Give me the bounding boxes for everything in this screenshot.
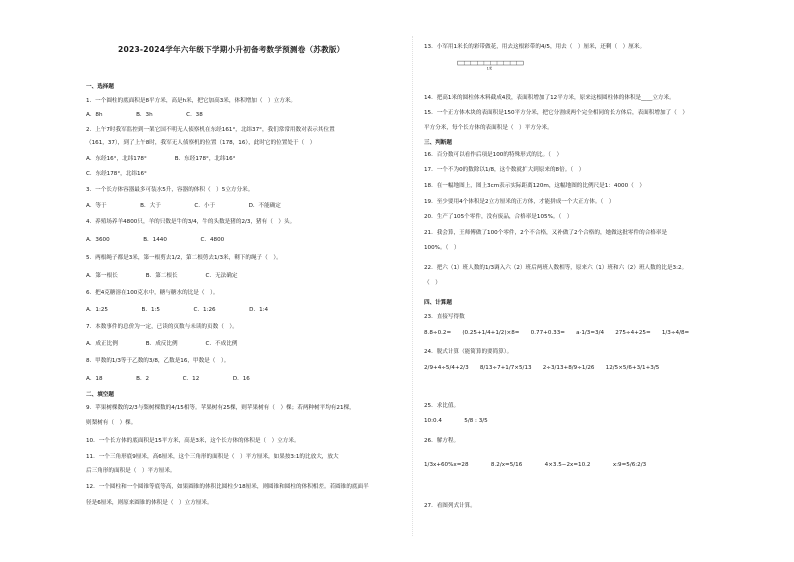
question-line: 15．一个正方体木块的表面积是150平方分米，把它分割成两个完全相同的长方体后，表面积增加了（ ） — [424, 110, 688, 116]
section-heading: 二、填空题 — [86, 392, 114, 398]
question-line: A．8h B．3h C．38 — [86, 112, 203, 118]
question-line: 20．生产了105个零件，没有废品，合格率是105%。（ ） — [424, 214, 573, 220]
question-line: 10:0.4 5/8 : 3/5 — [424, 418, 488, 424]
question-line: 2/9+4÷5/4+2/3 8/13÷7+1/7×5/13 2÷3/13+8/9÷1/26 12/5×5/6+3/1+3/5 — [424, 365, 660, 371]
question-line: 17．一个不为0的数除以1/8，这个数就扩大到原来的8倍。（ ） — [424, 167, 585, 173]
ribbon-ruler — [430, 60, 552, 70]
question-line: 7．本数事件的总价为一定，已读的页数与未读的页数（ ）。 — [86, 324, 238, 330]
question-line: 8.8÷0.2= (0.25+1/4+1/2)×8= 0.77+0.33= a·1/3=3/4 275÷4+25= 1/3÷4/8= — [424, 330, 690, 336]
question-line: 24．脱式计算（能简算的要简算）。 — [424, 349, 513, 355]
question-line: 2．上午7时我军监控到一架它国不明无人侦察机在东经161°，北纬37°，我们常常用数对表示其位置 — [86, 127, 335, 133]
question-line: 3．一个长方体容器最多可装水5升，容器的体积（ ）5立方分米。 — [86, 187, 254, 193]
question-line: A．成正比例 B．成反比例 C．不成比例 — [86, 341, 238, 347]
page-title: 2023-2024学年六年级下学期小升初备考数学预测卷（苏教版） — [118, 45, 345, 54]
section-heading: 三、判断题 — [424, 140, 452, 146]
question-line: 18．在一幅地图上，图上3cm表示实际距离120m，这幅地图的比例尺是1：4000（ ） — [424, 183, 645, 189]
question-line: 19．至少要用4个体积是2立方厘米的正方体，才能拼成一个大正方体。（ ） — [424, 199, 615, 205]
question-line: 12．一个圆柱和一个圆锥等底等高，如果圆锥的体积比圆柱少18厘米，则圆锥和圆柱的体积相差。若圆锥的底面半 — [86, 484, 369, 490]
ruler-label: 1米 — [486, 66, 493, 70]
question-line: 4．养殖场养羊4800只，羊的只数是牛的3/4，牛的头数是猪的2/3，猪有（ ）头。 — [86, 219, 296, 225]
question-line: 9．苹果树棵数的2/3与梨树棵数的4/15相等。苹果树有25棵，则苹果树有（ ）棵；若两种树平均有21棵， — [86, 405, 355, 411]
question-line: 26．解方程。 — [424, 438, 460, 444]
question-line: 23．直接写得数 — [424, 314, 465, 320]
question-line: 平方分米，每个长方体的表面积是（ ）平方分米。 — [424, 125, 553, 131]
question-line: 后三角形的面积是（ ）平方厘米。 — [86, 468, 176, 474]
question-line: 27．看图列式计算。 — [424, 503, 476, 509]
question-line: 21．我会算，王师傅做了100个零件，2个不合格，又补做了2个合格的，她做这批零件的合格率是 — [424, 230, 668, 236]
question-line: 25．求比值。 — [424, 403, 460, 409]
question-line: （161，37），到了上午8时，我军无人侦察机的位置（178，16），此时它的位置处于（ ） — [86, 140, 316, 146]
question-line: （ ） — [424, 280, 441, 286]
question-line: 11．一个三角形底9厘米，高6厘米，这个三角形的面积是（ ）平方厘米，如果按3:1的比放大，放大 — [86, 454, 339, 460]
question-line: 1/3x+60%x=28 8.2/x=5/16 4×3.5−2x=10.2 x:9=5/6:2/3 — [424, 462, 647, 468]
question-line: 径是6厘米，则原来圆锥的体积是（ ）立方厘米。 — [86, 500, 213, 506]
question-line: A．3600 B．1440 C．4800 — [86, 237, 225, 243]
question-line: A．东经16°，北纬178° B．东经178°，北纬16° — [86, 156, 236, 162]
question-line: A．18 B．2 C．12 D．16 — [86, 376, 250, 382]
question-line: 14．把高1米的圆柱体木料截成4段，表面积增加了12平方米，原来这根圆柱体的体积是____立方米。 — [424, 95, 675, 101]
section-heading: 四、计算题 — [424, 300, 452, 306]
question-line: 22．把六（1）班人数的1/3调入六（2）班后两班人数相等，原来六（1）班和六（2）班人数的比是3:2。 — [424, 265, 688, 271]
question-line: 8．甲数的1/3等于乙数的3/8，乙数是16，甲数是（ ）。 — [86, 358, 230, 364]
question-line: 100%。（ ） — [424, 245, 460, 251]
question-line: A．第一根长 B．第二根长 C．无法确定 — [86, 273, 238, 279]
column-divider — [412, 36, 413, 536]
ribbon-ticks — [464, 61, 516, 65]
question-line: 13．小军用1米长的彩带做花，用去这根彩带的4/5，用去（ ）厘米，还剩（ ）厘米。 — [424, 44, 646, 50]
question-line: 1．一个圆柱的底面积是8平方米，高是h米，把它加高3米，体积增加（ ）立方米。 — [86, 98, 297, 104]
question-line: 则梨树有（ ）棵。 — [86, 420, 137, 426]
question-line: C．东经178°，北纬16° — [86, 171, 147, 177]
question-line: 16．百分数可以看作后项是100的特殊形式的比。（ ） — [424, 152, 563, 158]
question-line: 6．把4克糖溶在100克水中，糖与糖水的比是（ ）。 — [86, 290, 219, 296]
question-line: 10．一个长方体的底面积是15平方米，高是3米，这个长方体的体积是（ ）立方米。 — [86, 438, 300, 444]
section-heading: 一、选择题 — [86, 84, 114, 90]
question-line: 5．两根绳子都是3米，第一根剪去1/2，第二根剪去1/3米，剩下的绳子（ ）。 — [86, 255, 282, 261]
question-line: A．1:25 B．1:5 C．1:26 D．1:4 — [86, 307, 269, 313]
question-line: A．等于 B．大于 C．小于 D．不能确定 — [86, 203, 281, 209]
